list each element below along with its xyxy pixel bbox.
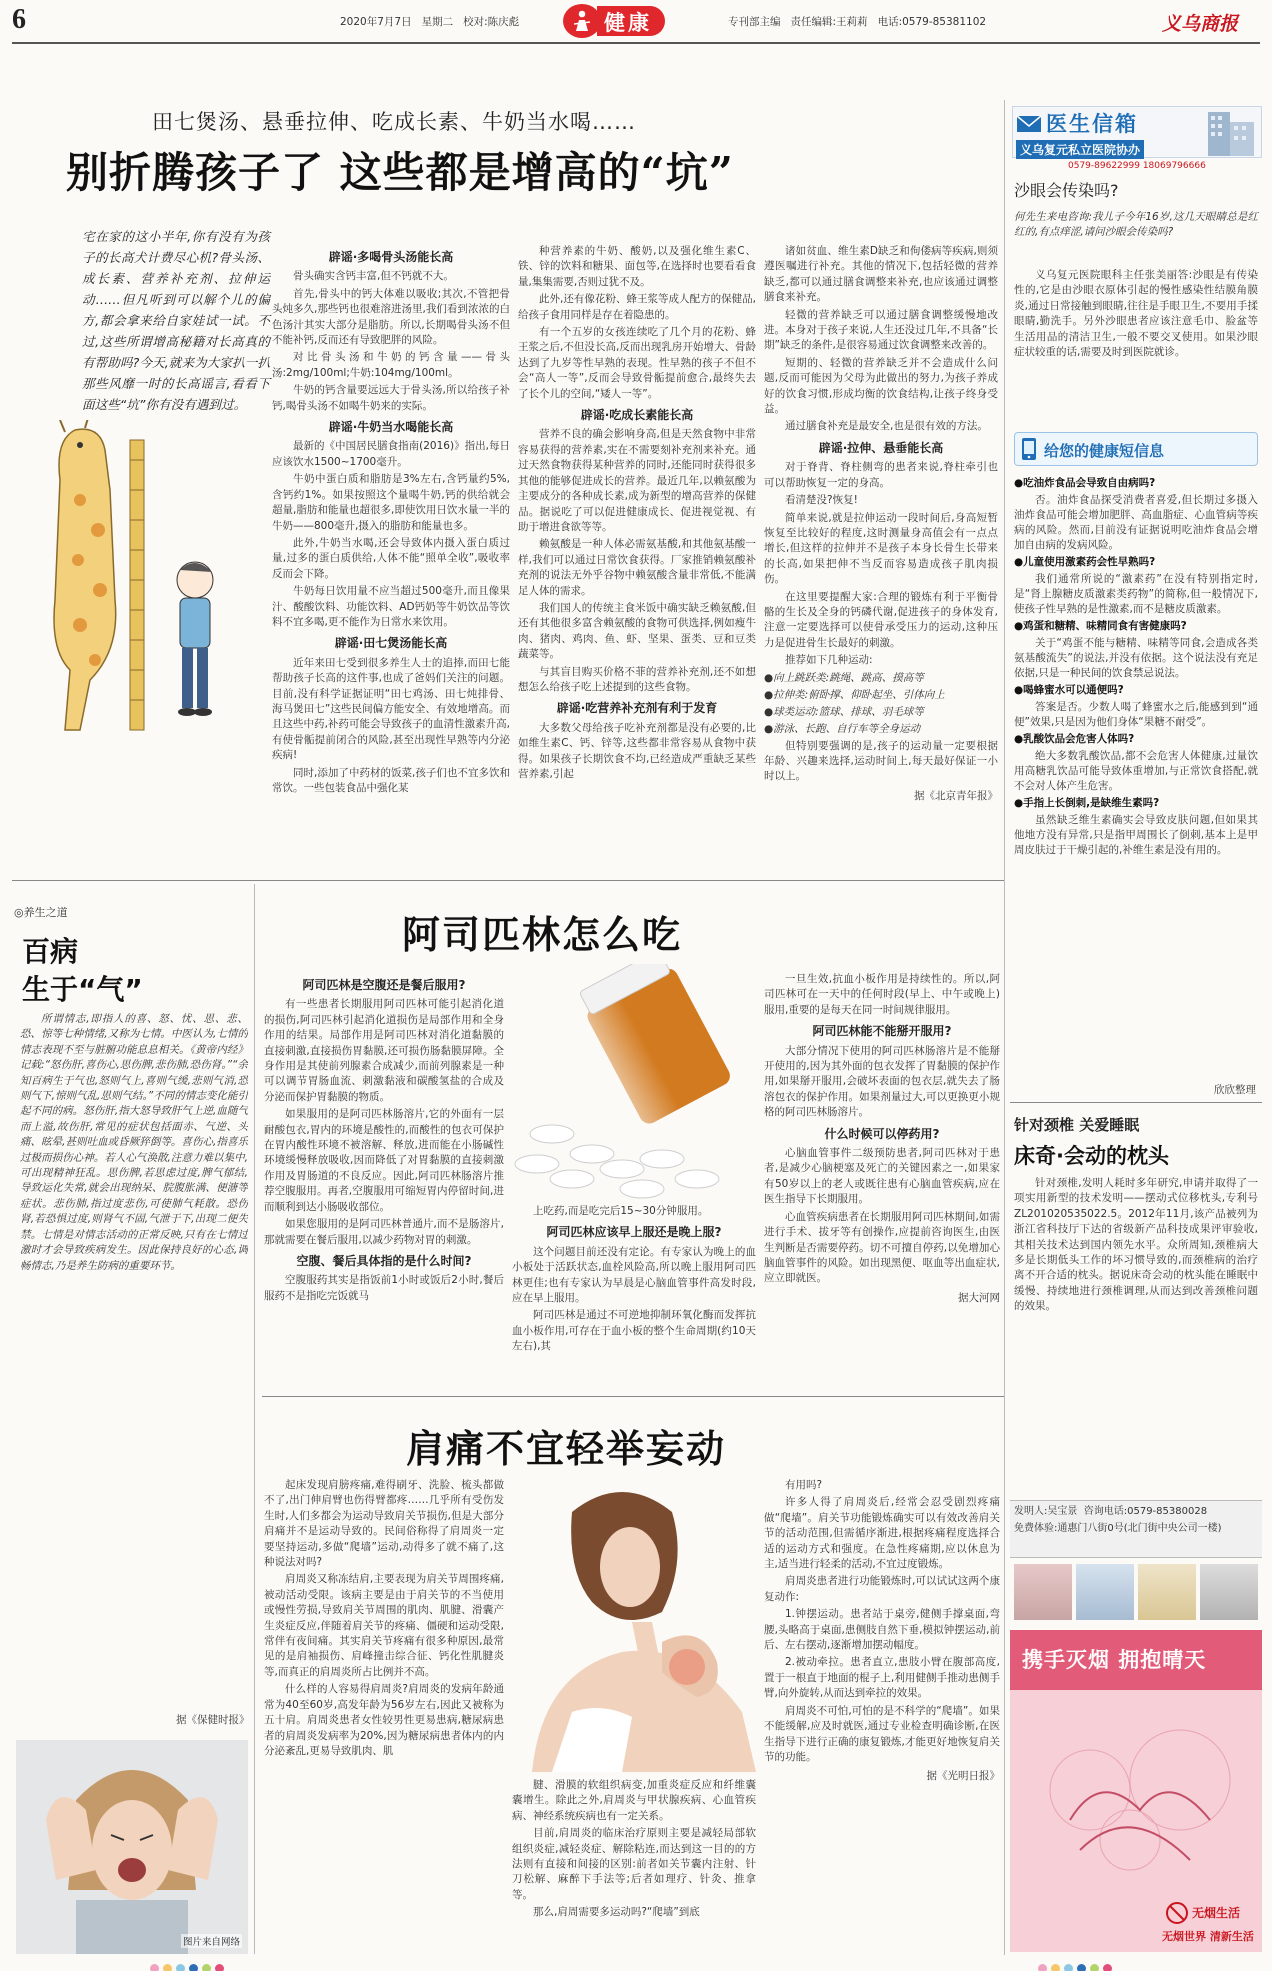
sms-answer: 否。油炸食品探受消费者喜爱,但长期过多摄入油炸食品可能会增加肥胖、高血脂症、心血管病等疾病的风险。然而,目前没有证据说明吃油炸食品会增加自由病的发病风险。: [1014, 494, 1258, 551]
footer-dot: [1051, 1964, 1060, 1971]
pillow-photo: [1138, 1564, 1196, 1620]
shoulder-col-3: [764, 1478, 1000, 1950]
paragraph: 诸如贫血、维生素D缺乏和佝偻病等疾病,则须遵医嘱进行补充。其他的情况下,包括轻微的营养缺乏,都可以通过膳食调整来补充,也应该通过调整膳食来补充。: [764, 245, 998, 304]
pillow-title: 床奇·会动的枕头: [1014, 1144, 1169, 1168]
shoulder-pain-photo: [512, 1472, 756, 1772]
subheading: 什么时候可以停药用?: [824, 1126, 940, 1141]
paragraph: 大部分情况下使用的阿司匹林肠溶片是不能掰开使用的,因为其外面的包衣发挥了胃黏膜的保护作用,如果掰开服用,会破坏表面的包衣层,就失去了肠溶包衣的保护作用。如果剂量过大,可以更换更小规格的阿司匹林肠溶片。: [764, 1044, 1000, 1119]
subheading: 辟谣·牛奶当水喝能长高: [328, 420, 454, 435]
footer-dots-right: [1038, 1958, 1116, 1971]
article-source: 据《光明日报》: [926, 1770, 1000, 1783]
footer-dot: [189, 1964, 198, 1971]
aspirin-col-1: [264, 972, 504, 1380]
mailbox-question-title: 沙眼会传染吗?: [1014, 181, 1119, 200]
mailbox-phone: 0579-89622999 18069796666: [1068, 161, 1206, 171]
paragraph: 那么,肩周需要多运动吗?“爬墙”到底: [533, 1906, 700, 1919]
nosmoke-brand1: 无烟生活: [1192, 1906, 1241, 1920]
sms-banner-text: 给您的健康短信息: [1044, 442, 1165, 460]
paragraph: 短期的、轻微的营养缺乏并不会造成什么问题,反而可能因为父母为此做出的努力,为孩子养成好的饮食习惯,形成均衡的饮食结构,让孩子终身受益。: [764, 356, 998, 416]
paragraph: 肩周炎不可怕,可怕的是不科学的“爬墙”。如果不能缓解,应及时就医,通过专业检查明确诊断,在医生指导下进行正确的康复锻炼,才能更好地恢复肩关节的功能。: [764, 1704, 1000, 1763]
footer-dot: [202, 1964, 211, 1971]
footer-dot: [150, 1964, 159, 1971]
paragraph: 轻微的营养缺乏可以通过膳食调整缓慢地改进。本身对于孩子来说,人生还没过几年,不具备“长期”缺乏的条件,是很容易通过饮食调整来改善的。: [764, 308, 998, 352]
footer-dot: [1064, 1964, 1073, 1971]
top-title: 别折腾孩子了 这些都是增高的“坑”: [66, 148, 734, 197]
paragraph: 牛奶中蛋白质和脂肪是3%左右,含钙量约5%,含钙约1%。如果按照这个量喝牛奶,钙的供给就会超量,脂肪和能量也超很多,即使饮用日饮水量一半的牛奶——800毫升,摄入的脂肪和能量也多。: [272, 473, 510, 532]
paper-logo: 义乌商报: [1162, 13, 1239, 35]
sms-source: 欣欣整理: [1214, 1084, 1256, 1096]
photo-credit: 图片来自网络: [181, 1934, 242, 1948]
nosmoke-slogan: 携手灭烟 拥抱晴天: [1022, 1648, 1207, 1672]
top-col-2: [518, 244, 756, 844]
top-kicker: 田七煲汤、悬垂拉伸、吃成长素、牛奶当水喝……: [152, 110, 636, 134]
bullet-item: ●拉伸类:俯卧撑、仰卧起坐、引体向上: [764, 688, 945, 701]
pillow-contact: [1010, 1500, 1262, 1558]
nosmoke-brand2: 无烟世界 清新生活: [1162, 1930, 1254, 1943]
footer-dot: [163, 1964, 172, 1971]
paragraph: 心血管疾病患者在长期服用阿司匹林期间,如需进行手术、拔牙等有创操作,应提前咨询医生,由医生判断是否需要停药。切不可擅自停药,以免增加心脑血管事件的风险。如出现黑便、呕血等出血症状,应立即就医。: [764, 1210, 1000, 1285]
paragraph: 在这里要提醒大家:合理的锻炼有利于平衡骨骼的生长及全身的钙磷代谢,促进孩子的身体发育,注意一定要选择可以使骨承受压力的运动,这种压力是促进骨生长最好的刺激。: [764, 590, 998, 649]
footer-dot: [1103, 1964, 1112, 1971]
footer-dot: [1077, 1964, 1086, 1971]
subheading: 阿司匹林能不能掰开服用?: [812, 1024, 952, 1039]
paragraph: 牛奶的钙含量要远远大于骨头汤,所以给孩子补钙,喝骨头汤不如喝牛奶来的实际。: [272, 384, 510, 412]
subheading: 辟谣·吃成长素能长高: [580, 408, 694, 423]
subheading: 空腹、餐后具体指的是什么时间?: [296, 1253, 472, 1268]
paragraph: 我们国人的传统主食米饭中确实缺乏赖氨酸,但还有其他很多富含赖氨酸的食物可供选择,例如瘦牛肉、猪肉、鸡肉、鱼、虾、坚果、蛋类、豆和豆类蔬菜等。: [518, 601, 756, 661]
header-editor-label: 专刊部主编: [728, 16, 781, 28]
mailbox-question: 何先生来电咨询:我儿子今年16岁,这几天眼睛总是红红的,有点痒涩,请问沙眼会传染吗?: [1014, 211, 1258, 238]
bullet-item: ●向上跳跃类:跳绳、跳高、摸高等: [764, 671, 924, 684]
sms-bottom-rule: [1010, 1102, 1262, 1103]
paragraph: 心脑血管事件二级预防患者,阿司匹林对于患者,是减少心脑梗塞及死亡的关键因素之一,如果家有50岁以上的老人或既往患有心脑血管疾病,应在医生指导下长期服用。: [764, 1147, 1000, 1206]
paragraph: 肩周炎患者进行功能锻炼时,可以试试这两个康复动作:: [764, 1575, 1000, 1603]
top-article-bottom-rule: [12, 880, 1004, 881]
sms-question: ●吃油炸食品会导致自由病吗?: [1014, 477, 1156, 489]
paragraph: 这个问题目前还没有定论。有专家认为晚上的血小板处于活跃状态,血栓风险高,所以晚上服用阿司匹林更佳;也有专家认为早晨是心脑血管事件高发时段,应在早上服用。: [512, 1245, 756, 1305]
pillow-phone: 0579-85380028: [1127, 1506, 1208, 1517]
footer-dots-left: [150, 1958, 228, 1971]
sms-answer: 虽然缺乏维生素确实会导致皮肤问题,但如果其他地方没有异常,只是指甲周围长了倒刺,基本上是甲周皮肤过于干燥引起的,补维生素是没有用的。: [1014, 814, 1258, 856]
header-duty: 责任编辑:王莉莉: [790, 16, 868, 28]
sms-question: ●喝蜂蜜水可以通便吗?: [1014, 684, 1124, 696]
sms-list: [1014, 476, 1258, 1066]
paragraph: 赖氨酸是一种人体必需氨基酸,和其他氨基酸一样,我们可以通过日常饮食获得。厂家推销赖氨酸补充剂的说法无外乎谷物中赖氨酸含量非常低,不能满足人体的需求。: [518, 538, 756, 597]
aspirin-col-3: [764, 972, 1000, 1388]
mailbox-answer: 义乌复元医院眼科主任张美丽答:沙眼是有传染性的,它是由沙眼衣原体引起的慢性感染性结膜角膜炎,通过日常接触到眼睛,往往是手眼卫生,不要用手揉眼睛,勤洗手。另外沙眼患者应该注意毛巾、脸盆等生活用品的清洁卫生,一般不要交叉使用。如果沙眼症状较重的话,需要及时到医院就诊。: [1014, 269, 1258, 359]
paragraph: 有一些患者长期服用阿司匹林可能引起消化道的损伤,阿司匹林引起消化道损伤是局部作用和全身作用的结果。局部作用是阿司匹林对消化道黏膜的直接刺激,直接损伤胃黏膜,还可损伤肠黏膜屏障。全身作用是其使前列腺素合成减少,而前列腺素是一种可以调节胃肠血流、刺激黏液和碳酸氢盐的合成及分泌而保护胃黏膜的物质。: [264, 998, 504, 1103]
shoulder-col-1: [264, 1478, 504, 1948]
aspirin-title: 阿司匹林怎么吃: [402, 913, 683, 957]
header-proof: 校对:陈庆彪: [463, 16, 520, 28]
pillow-text: 针对颈椎,发明人耗时多年研究,申请并取得了一项实用新型的技术发明——摆动式位移枕头,专利号ZL201020535022.5。2012年11月,该产品被列为浙江省科技厅下达的省级新产品科技成果评审验收,其相关技术达到国内领先水平。众所周知,颈椎病大多是长期低头工作的坏习惯导致的,而颈椎病的治疗离不开合适的枕头。据说床奇会动的枕头能在睡眠中缓慢、持续地进行颈椎调理,从而达到改善颈椎问题的效果。: [1014, 1177, 1258, 1313]
paragraph: 首先,骨头中的钙大体难以吸收;其次,不管把骨头炖多久,那些钙也很难溶进汤里,我们看到浓浓的白色汤汁其实大部分是脂肪。所以,长期喝骨头汤不但不能补钙,反而还有导致肥胖的风险。: [272, 287, 510, 347]
footer-dot: [215, 1964, 224, 1971]
sms-question: ●乳酸饮品会危害人体吗?: [1014, 733, 1135, 745]
left-source: 据《保健时报》: [176, 1714, 250, 1726]
left-text: 所谓情志,即指人的喜、怒、忧、思、悲、恐、惊等七种情绪,又称为七情。中医认为,七情的情志表现不至与脏腑功能息息相关。《黄帝内经》记载:“怒伤肝,喜伤心,思伤脾,悲伤肺,恐伤肾。”“余知百病生于气也,怒则气上,喜则气缓,悲则气消,恐则气下,惊则气乱,思则气结。”不同的情志变化能引起不同的病。怒伤肝,指大怒导致肝气上逆,血随气而上溢,故伤肝,常见的症状包括面赤、气逆、头痛、眩晕,甚则吐血或昏厥猝倒等。喜伤心,指喜乐过极而损伤心神。若人心气涣散,注意力难以集中,可出现精神狂乱。思伤脾,若思虑过度,脾气郁结,导致运化失常,就会出现纳呆、脘腹胀满、便溏等症状。悲伤肺,指过度悲伤,可使肺气耗散。恐伤肾,若恐惧过度,则肾气不固,气泄于下,出现二便失禁。七情是对情志活动的正常反映,只有在七情过激时才会导致疾病发生。因此保持良好的心态,调畅情志,乃是养生防病的重要环节。: [20, 1013, 248, 1272]
pill-bottle-photo: [512, 964, 756, 1200]
section-title: 健康: [604, 11, 652, 35]
header-date: 2020年7月7日: [340, 16, 412, 28]
nosmoke-icon: [1166, 1902, 1188, 1924]
header-rule: [12, 42, 1260, 44]
left-title-a: 百病: [22, 935, 79, 968]
paragraph: 此外,还有像花粉、蜂王浆等成人配方的保健品,给孩子食用同样是存在着隐患的。: [518, 293, 756, 321]
mailbox-icon: [1016, 110, 1042, 136]
paragraph: 种营养素的牛奶、酸奶,以及强化维生素C、铁、锌的饮料和糖果、面包等,在选择时也要看看食量,集集需要,否则过犹不及。: [518, 245, 756, 288]
subheading: 辟谣·吃营养补充剂有利于发育: [556, 701, 718, 716]
left-column-rule: [254, 884, 255, 1954]
top-col-1: [272, 244, 510, 844]
stressed-woman-photo: [16, 1740, 248, 1954]
right-column-rule: [1004, 100, 1005, 1955]
bullet-item: ●游泳、长跑、自行车等全身运动: [764, 722, 921, 735]
top-intro: 宅在家的这小半年,你有没有为孩子的长高犬计费尽心机?骨头汤、成长素、营养补充剂、拉伸运动……但凡听到可以解个儿的偏方,都会拿来给自家娃试一试。不过,这些所谓增高秘籍对长高真的有帮助吗?今天,就来为大家扒一扒那些风靡一时的长高谣言,看看下面这些“坑”你有没有遇到过。: [82, 229, 270, 412]
paragraph: 什么样的人容易得肩周炎?肩周炎的发病年龄通常为40至60岁,高发年龄为56岁左右,因此又被称为五十肩。肩周炎患者女性较男性更易患病,糖尿病患者的肩周炎发病率为20%,因为糖尿病患者体内的内分泌紊乱,更易导致肌肉、肌: [264, 1683, 504, 1757]
left-section: 养生之道: [23, 906, 68, 919]
paragraph: 2.被动牵拉。患者直立,患肢小臂在腹部高度,置于一根直于地面的棍子上,利用健侧手推动患侧手臂,向外旋转,从而达到牵拉的效果。: [764, 1656, 1000, 1700]
sms-question: ●儿童使用激素药会性早熟吗?: [1014, 556, 1156, 568]
pillow-photos: [1014, 1564, 1258, 1620]
paragraph: 但特别要强调的是,孩子的运动量一定要根据年龄、兴趣来选择,运动时间上,每天最好保证一小时以上。: [764, 739, 998, 783]
shoulder-title: 肩痛不宜轻举妄动: [406, 1427, 727, 1471]
paragraph: 看清楚没?恢复!: [785, 494, 858, 507]
paragraph: 与其盲目购买价格不菲的营养补充剂,还不如想想怎么给孩子吃上述提到的这些食物。: [518, 665, 756, 693]
paragraph: 对于脊背、脊柱侧弯的患者来说,脊柱牵引也可以帮助恢复一定的身高。: [764, 461, 998, 489]
paragraph: 同时,添加了中药材的饭菜,孩子们也不宜多饮和常饮。一些包装食品中强化某: [272, 766, 510, 794]
header-phone: 电话:0579-85381102: [877, 16, 987, 28]
pillow-sender: 吴宝景: [1047, 1506, 1078, 1517]
sms-question: ●鸡蛋和糖精、味精同食有害健康吗?: [1014, 620, 1187, 632]
paragraph: 大多数父母给孩子吃补充剂都是没有必要的,比如维生素C、钙、锌等,这些都非常容易从食物中获得。如果孩子长期饮食不均,已经造成严重缺乏某些营养素,引起: [518, 721, 756, 780]
paragraph: 有一个五岁的女孩连续吃了几个月的花粉、蜂王浆之后,不但没长高,反而出现乳房开始增大、骨龄达到了九岁等性早熟的表现。性早熟的孩子不但不会“高人一等”,反而会导致骨骺提前愈合,最终失去了长个儿的空间,“矮人一等”。: [518, 326, 756, 400]
paragraph: 空腹服药其实是指饭前1小时或饭后2小时,餐后服药不是指吃完饭就马: [264, 1274, 504, 1302]
subheading: 辟谣·田七煲汤能长高: [334, 636, 448, 651]
paragraph: 1.钟摆运动。患者站于桌旁,健侧手撑桌面,弯腰,头略高于桌面,患侧肢自然下垂,模拟钟摆运动,前后、左右摆动,逐渐增加摆动幅度。: [764, 1608, 1000, 1652]
paragraph: 此外,牛奶当水喝,还会导致体内摄入蛋白质过量,过多的蛋白质供给,人体不能“照单全收”,吸收率反而会下降。: [272, 536, 510, 580]
paragraph: 营养不良的确会影响身高,但是天然食物中非常容易获得的营养素,实在不需要刻补充剂来补充。通过天然食物获得某种营养的同时,还能同时获得很多其他的能够促进成长的营养。最近几年,以赖氨酸为主要成分的各种成长素,成为新型的增高营养的保健品。据说吃了可以促进健康成长、促进视觉视、有助于增进食欲等等。: [518, 428, 756, 533]
subheading: 阿司匹林是空腹还是餐后服用?: [302, 978, 466, 992]
left-title-b: 生于“气”: [22, 973, 143, 1006]
paragraph: 上吃药,而是吃完后15~30分钟服用。: [533, 1205, 709, 1217]
pillow-addr-label: 免费体验:: [1014, 1523, 1058, 1534]
hospital-building-illustration: [1198, 108, 1258, 156]
sms-answer: 绝大多数乳酸饮品,都不会危害人体健康,过量饮用高糖乳饮品可能导致体重增加,与正常饮食搭配,就不会对人体产生危害。: [1014, 750, 1258, 792]
pillow-kicker: 针对颈椎 关爱睡眠: [1014, 1116, 1140, 1134]
paragraph: 腱、滑膜的软组织病变,加重炎症反应和纤维囊囊增生。除此之外,肩周炎与甲状腺疾病、心血管疾病、神经系统疾病也有一定关系。: [512, 1779, 756, 1822]
article-source: 据《北京青年报》: [914, 789, 998, 802]
footer-dot: [1090, 1964, 1099, 1971]
paragraph: 通过膳食补充是最安全,也是很有效的方法。: [785, 420, 988, 433]
header-weekday: 星期二: [421, 16, 454, 28]
bullet-item: ●球类运动:篮球、排球、羽毛球等: [764, 705, 924, 718]
phone-icon: [1020, 437, 1038, 461]
paragraph: 最新的《中国居民膳食指南(2016)》指出,每日应该饮水1500~1700毫升。: [272, 440, 510, 468]
footer-dot: [176, 1964, 185, 1971]
pillow-phone-label: 咨询电话:: [1083, 1506, 1128, 1517]
mailbox-title: 医生信箱: [1046, 112, 1138, 136]
paragraph: 简单来说,就是拉伸运动一段时间后,身高短暂恢复至比较好的程度,这时测量身高值会有一点点增长,但这样的拉伸并不是孩子本身长骨生长带来的长高,如果把伸不当反而容易造成孩子肌肉损伤。: [764, 511, 998, 586]
sms-answer: 关于“鸡蛋不能与糖精、味精等同食,会造成各类氨基酸流失”的说法,并没有依据。这个说法没有充足依据,只是一种民间的饮食禁忌说法。: [1014, 637, 1258, 679]
top-col-3: [764, 244, 998, 844]
pillow-addr: 通惠门八街0号(北门街中央公司一楼): [1057, 1523, 1222, 1534]
paragraph: 阿司匹林是通过不可逆地抑制环氧化酶而发挥抗血小板作用,可存在于血小板的整个生命周期(约10天左右),其: [512, 1309, 756, 1353]
paragraph: 近年来田七受到很多养生人士的追捧,而田七能帮助孩子长高的这件事,也成了爸妈们关注的问题。目前,没有科学证据证明“田七鸡汤、田七炖排骨、海马煲田七”这些民间偏方能安全、有效地增高。而且这些中药,补药可能会导致孩子的血清性激素升高,有使骨骺提前闭合的风险,甚至出现性早熟等内分泌疾病!: [272, 656, 510, 762]
paragraph: 肩周炎又称冻结肩,主要表现为肩关节周围疼痛,被动活动受限。该病主要是由于肩关节的不当使用或慢性劳损,导致肩关节周围的肌肉、肌腱、滑囊产生炎症反应,伴随着肩关节的疼痛、僵硬和运动受限,常伴有夜间痛。其实肩关节疼痛有很多种原因,最常见的是肩袖损伤、肩峰撞击综合征、钙化性肌腱炎等,而真正的肩周炎所占比例并不高。: [264, 1573, 504, 1678]
subheading: 阿司匹林应该早上服还是晚上服?: [546, 1225, 722, 1240]
subheading: 辟谣·多喝骨头汤能长高: [328, 250, 454, 264]
sms-answer: 答案是否。少数人喝了蜂蜜水之后,能感到到“通便”效果,只是因为他们身体“果糖不耐受”。: [1014, 701, 1258, 728]
paragraph: 牛奶每日饮用量不应当超过500毫升,而且像果汁、酸酸饮料、功能饮料、AD钙奶等牛奶饮品等饮料不宜多喝,更不能作为日常水来饮用。: [272, 585, 510, 628]
sms-question: ●手指上长倒刺,是缺维生素吗?: [1014, 797, 1160, 809]
shoulder-col-2: [512, 1778, 756, 1950]
paragraph: 目前,肩周炎的临床治疗原则主要是减轻局部软组织炎症,减轻炎症、解除粘连,而达到这一目的的方法则有直接和间接的区别:前者如关节囊内注射、针刀松解、麻醉下手法等;后者如理疗、针灸、推拿等。: [512, 1827, 756, 1901]
giraffe-illustration: [20, 420, 260, 740]
paragraph: 骨头确实含钙丰富,但不钙就不大。: [293, 270, 454, 283]
sms-answer: 我们通常所说的“激素药”在没有特别指定时,是“肾上腺糖皮质激素类药物”的简称,但一般情况下,使孩子性早熟的是性激素,而不是糖皮质激素。: [1014, 573, 1258, 615]
footer-dot: [1038, 1964, 1047, 1971]
health-figure-icon: [574, 10, 590, 32]
pillow-photo: [1076, 1564, 1134, 1620]
mailbox-hospital: 义乌复元私立医院协办: [1016, 140, 1144, 159]
paragraph: 对比骨头汤和牛奶的钙含量——骨头汤:2mg/100ml;牛奶:104mg/100ml。: [272, 351, 510, 379]
aspirin-bottom-rule: [262, 1396, 1004, 1397]
aspirin-col-2: [512, 1204, 756, 1388]
paragraph: 推荐如下几种运动:: [785, 654, 873, 667]
page-number: 6: [12, 4, 26, 35]
nosmoke-ad: [1010, 1630, 1262, 1952]
article-source: 据大河网: [958, 1291, 1000, 1304]
paragraph: 一旦生效,抗血小板作用是持续性的。所以,阿司匹林可在一天中的任何时段(早上、中午或晚上)服用,重要的是每天在同一时间规律服用。: [764, 973, 1000, 1016]
left-section-label: ◎养生之道: [14, 906, 68, 919]
paragraph: 如果服用的是阿司匹林肠溶片,它的外面有一层耐酸包衣,胃内的环境是酸性的,而酸性的包衣可保护在胃内酸性环境不被溶解、释放,进而能在小肠碱性环境缓慢释放吸收,因而降低了对胃黏膜的直接刺激作用及胃肠道的不良反应。因此,阿司匹林肠溶片推荐空腹服用。再者,空腹服用可缩短胃内停留时间,进而顺利到达小肠吸收部位。: [264, 1108, 504, 1213]
paragraph: 许多人得了肩周炎后,经常会忍受剧烈疼痛做“爬墙”。肩关节功能锻炼确实可以有效改善肩关节的活动范围,但需循序渐进,根据疼痛程度选择合适的运动方式和强度。在急性疼痛期,应以休息为主,适当进行轻柔的活动,不宜过度锻炼。: [764, 1496, 1000, 1571]
pillow-sender-label: 发明人:: [1014, 1506, 1048, 1517]
subheading: 辟谣·拉伸、悬垂能长高: [818, 440, 944, 455]
page-header: [0, 0, 1272, 40]
paragraph: 起床发现肩膀疼痛,难得刷牙、洗脸、梳头都做不了,出门伸肩臂也伤得臂都疼……几乎所有受伤发生时,人们多都会为运动导致肩关节损伤,但是大部分肩痛并不是运动导致的。民间俗称得了肩周炎一定要坚持运动,多做“爬墙”运动,动得多了就不痛了,这种说法对吗?: [264, 1479, 504, 1569]
pillow-photo: [1200, 1564, 1258, 1620]
paragraph: 如果您服用的是阿司匹林普通片,而不是肠溶片,那就需要在餐后服用,以减少药物对胃的刺激。: [264, 1218, 504, 1246]
paragraph: 有用吗?: [785, 1479, 823, 1491]
pillow-photo: [1014, 1564, 1072, 1620]
